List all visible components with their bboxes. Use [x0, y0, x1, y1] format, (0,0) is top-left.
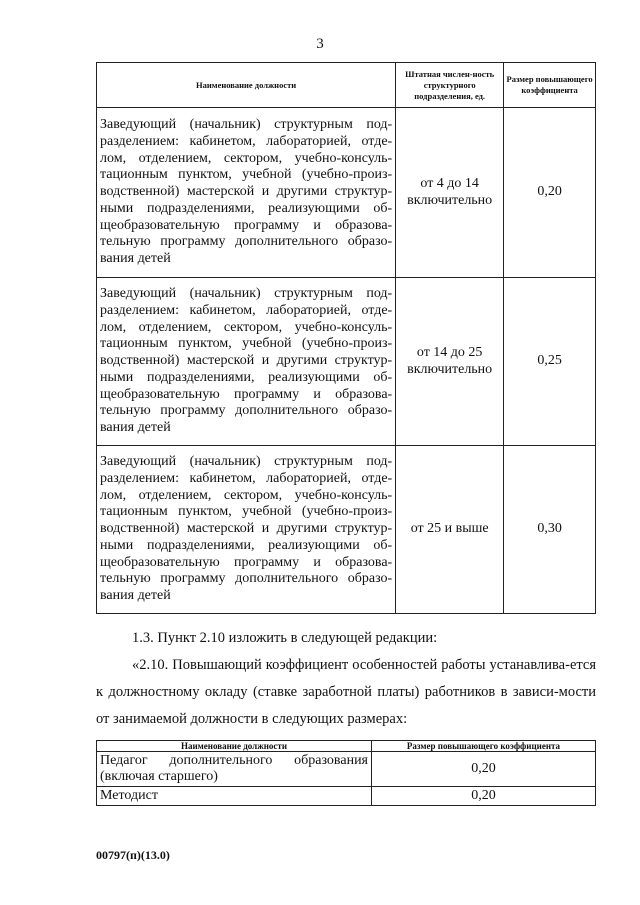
document-code: 00797(п)(13.0)	[96, 848, 170, 862]
table-row	[97, 446, 596, 614]
table-header-row	[97, 741, 596, 752]
table-row	[97, 787, 596, 806]
position-cell: Методист	[97, 787, 372, 806]
position-cell: Заведующий (начальник) структурным под-разделением: кабинетом, лабораторией, отде-лом, отделением, сектором, учебно-консуль-тационным пунктом, учебной (учебно-произ-водственной) мастерской и другими структур-ными подразделениями, реализующими об-щеобразовательную программу и образова-тельную программу дополнительного образо-вания детей	[97, 278, 396, 446]
position-cell: Заведующий (начальник) структурным под-разделением: кабинетом, лабораторией, отде-лом, отделением, сектором, учебно-консуль-тационным пунктом, учебной (учебно-произ-водственной) мастерской и другими структур-ными подразделениями, реализующими об-щеобразовательную программу и образова-тельную программу дополнительного образо-вания детей	[97, 108, 396, 278]
coefficient-cell: 0,20	[504, 108, 596, 278]
table-header-row	[97, 63, 596, 108]
position-cell: Педагог дополнительного образования (включая старшего)	[97, 752, 372, 787]
page-number: 3	[316, 36, 324, 52]
staff-count-cell: от 25 и выше	[396, 446, 504, 614]
section-2-10-paragraph: «2.10. Повышающий коэффициент особенностей работы устанавлива-ется к должностному окладу (ставке заработной платы) работников в зависи-мости от занимаемой должности в следующих размерах:	[96, 657, 596, 727]
staff-count-cell: от 4 до 14 включительно	[396, 108, 504, 278]
coefficient-cell: 0,20	[372, 752, 596, 787]
table-row	[97, 278, 596, 446]
header-position: Наименование должности	[97, 741, 372, 752]
header-coefficient: Размер повышающего коэффициента	[372, 741, 596, 752]
table-row	[97, 752, 596, 787]
position-cell: Заведующий (начальник) структурным под-разделением: кабинетом, лабораторией, отде-лом, отделением, сектором, учебно-консуль-тационным пунктом, учебной (учебно-произ-водственной) мастерской и другими структур-ными подразделениями, реализующими об-щеобразовательную программу и образова-тельную программу дополнительного образо-вания детей	[97, 446, 396, 614]
coefficient-table-structural-units	[96, 62, 596, 614]
coefficient-cell: 0,20	[372, 787, 596, 806]
coefficient-cell: 0,25	[504, 278, 596, 446]
amendment-paragraph: 1.3. Пункт 2.10 изложить в следующей редакции:	[132, 630, 438, 646]
header-position: Наименование должности	[97, 63, 396, 108]
coefficient-table-positions	[96, 740, 596, 806]
table-row	[97, 108, 596, 278]
header-staff-count: Штатная числен-ность структурного подразделения, ед.	[396, 63, 504, 108]
header-coefficient: Размер повышающего коэффициента	[504, 63, 596, 108]
coefficient-cell: 0,30	[504, 446, 596, 614]
staff-count-cell: от 14 до 25 включительно	[396, 278, 504, 446]
